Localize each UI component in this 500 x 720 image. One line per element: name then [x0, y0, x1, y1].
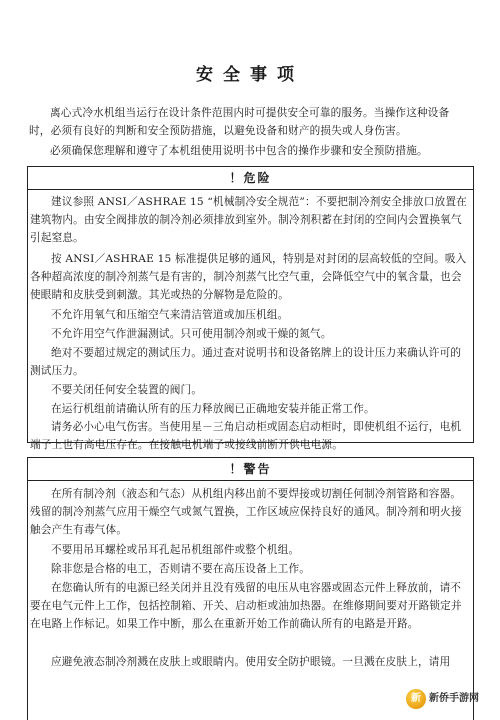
warning-section	[27, 457, 474, 720]
warning-paragraph-3: 除非您是合格的电工，否则请不要在高压设备上工作。	[51, 563, 311, 575]
warning-paragraph-1: 在所有制冷剂（液态和气态）从机组内移出前不要焊接或切割任何制冷剂管路和容器。残留的制冷剂蒸气应用干燥空气或氮气置换，工作区域应保持良好的通风。制冷剂和明火接触会产生有毒气体。	[30, 488, 462, 536]
warning-paragraph-5: 应避免液态制冷剂溅在皮肤上或眼睛内。使用安全防护眼镜。一旦溅在皮肤上，请用	[51, 656, 451, 668]
page-title: 安全事项	[196, 65, 304, 85]
watermark-icon: 新	[406, 689, 426, 709]
danger-heading: ！危险	[28, 167, 473, 190]
watermark-logo	[406, 688, 492, 710]
danger-paragraph-2: 按 ANSI／ASHRAE 15 标准提供足够的通风，特别是对封闭的层高较低的空间。吸入各种超高浓度的制冷剂蒸气是有害的，制冷剂蒸气比空气重，会降低空气中的氧含量，也会使眼睛和皮肤受到刺激。其光或热的分解物是危险的。	[30, 253, 467, 301]
intro-paragraph-1: 离心式冷水机组当运行在设计条件范围内时可提供安全可靠的服务。当操作这种设备时，必须有良好的判断和安全预防措施，以避免设备和财产的损失或人身伤害。	[29, 107, 450, 137]
danger-paragraph-8: 请务必小心电气伤害。当使用星－三角启动柜或固态启动柜时，即使机组不运行，电机端子上也有高电压存在。在接触电机端子或接线前断开供电电源。	[30, 421, 462, 451]
watermark-text: 新侨手游网	[429, 693, 479, 704]
danger-section	[27, 166, 474, 451]
warning-paragraph-2: 不要用吊耳螺栓或吊耳孔起吊机组部件或整个机组。	[51, 544, 300, 556]
danger-paragraph-3: 不允许用氧气和压缩空气来清洁管道或加压机组。	[51, 309, 289, 321]
intro-paragraph-2: 必须确保您理解和遵守了本机组使用说明书中包含的操作步骤和安全预防措施。	[50, 145, 428, 157]
warning-paragraph-4: 在您确认所有的电源已经关闭并且没有残留的电压从电容器或固态元件上释放前，请不要在电气元件上工作，包括控制箱、开关、启动柜或油加热器。在维修期间要对开路锁定并在电路上作标记。如果工作中断，那么在重新开始工作前确认所有的电路是开路。	[30, 582, 462, 630]
danger-paragraph-1: 建议参照 ANSI／ASHRAE 15 “机械制冷安全规范”：不要把制冷剂安全排放口放置在建筑物内。由安全阀排放的制冷剂必须排放到室外。制冷剂积蓄在封闭的空间内会置换氧气引起窒息。	[30, 196, 467, 244]
danger-paragraph-4: 不允许用空气作泄漏测试。只可使用制冷剂或干燥的氮气。	[51, 328, 332, 340]
danger-paragraph-5: 绝对不要超过规定的测试压力。通过查对说明书和设备铭牌上的设计压力来确认许可的测试压力。	[30, 347, 462, 377]
danger-paragraph-7: 在运行机组前请确认所有的压力释放阀已正确地安装并能正常工作。	[51, 403, 375, 415]
warning-heading: ！警告	[28, 458, 473, 481]
danger-paragraph-6: 不要关闭任何安全装置的阀门。	[51, 384, 203, 396]
